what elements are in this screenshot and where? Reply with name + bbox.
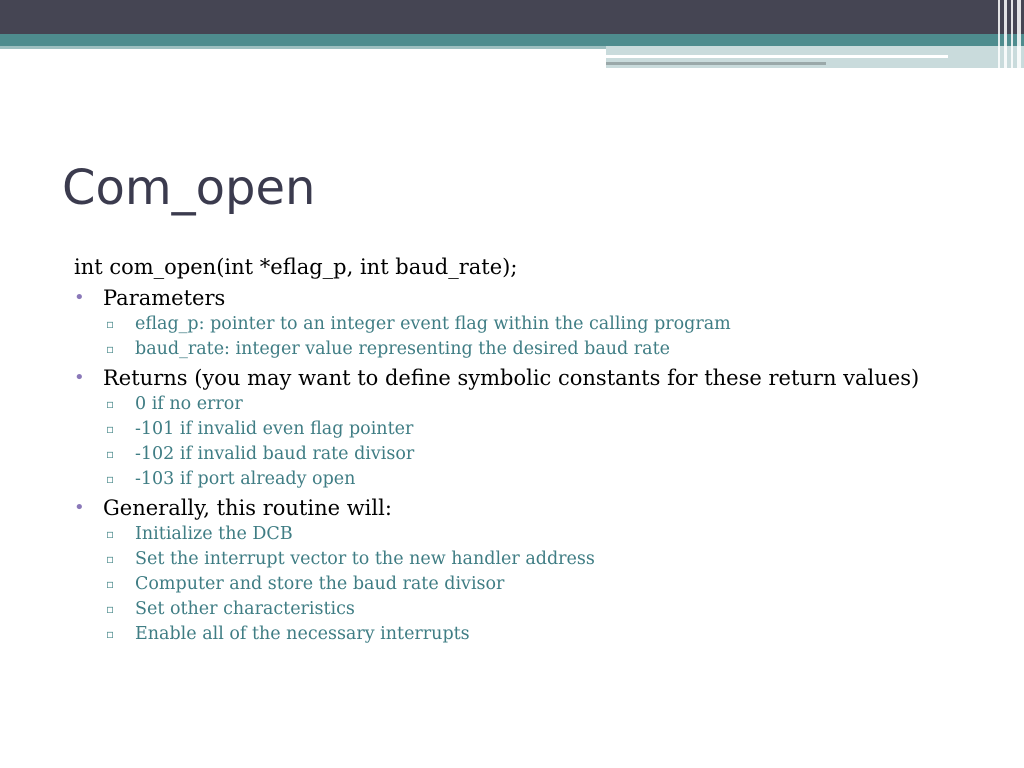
bullet-dot-icon: • — [74, 497, 85, 518]
square-bullet-icon: ▫ — [106, 422, 115, 436]
bullet-label: Returns (you may want to define symbolic constants for these return values) — [103, 366, 920, 390]
slide-title: Com_open — [62, 160, 316, 216]
square-bullet-icon: ▫ — [106, 447, 115, 461]
header-grey-line — [606, 62, 826, 65]
square-bullet-icon: ▫ — [106, 342, 115, 356]
sub-bullet-text: -102 if invalid baud rate divisor — [135, 444, 415, 464]
sub-bullet-text: Set other characteristics — [135, 599, 355, 619]
header-white-line — [606, 55, 948, 58]
sub-bullet — [74, 622, 954, 647]
sub-bullet-text: Set the interrupt vector to the new handler address — [135, 549, 595, 569]
sub-bullet-text: baud_rate: integer value representing the desired baud rate — [135, 339, 670, 359]
sub-bullet-text: eflag_p: pointer to an integer event flag within the calling program — [135, 314, 731, 334]
sub-bullet-text: -101 if invalid even flag pointer — [135, 419, 414, 439]
sub-bullet — [74, 572, 954, 597]
bullet-label: Generally, this routine will: — [103, 496, 392, 520]
sub-bullet — [74, 312, 954, 337]
square-bullet-icon: ▫ — [106, 397, 115, 411]
sub-bullet — [74, 547, 954, 572]
square-bullet-icon: ▫ — [106, 317, 115, 331]
square-bullet-icon: ▫ — [106, 627, 115, 641]
sub-bullet — [74, 337, 954, 362]
bullet-returns — [74, 366, 954, 390]
header-right-stripes — [994, 0, 1024, 68]
bullet-parameters — [74, 286, 954, 310]
sub-bullet-text: Enable all of the necessary interrupts — [135, 624, 470, 644]
sub-bullet — [74, 417, 954, 442]
square-bullet-icon: ▫ — [106, 602, 115, 616]
sub-bullet — [74, 467, 954, 492]
function-signature: int com_open(int *eflag_p, int baud_rate); — [74, 255, 518, 279]
sub-bullet-text: Initialize the DCB — [135, 524, 293, 544]
square-bullet-icon: ▫ — [106, 472, 115, 486]
sub-bullet-text: -103 if port already open — [135, 469, 356, 489]
header-light-stripe — [0, 46, 606, 49]
sub-bullet-text: Computer and store the baud rate divisor — [135, 574, 505, 594]
sub-bullet — [74, 442, 954, 467]
square-bullet-icon: ▫ — [106, 527, 115, 541]
header-teal-bar — [0, 34, 1024, 46]
square-bullet-icon: ▫ — [106, 552, 115, 566]
sub-bullet-text: 0 if no error — [135, 394, 243, 414]
header-dark-bar — [0, 0, 1024, 34]
sub-bullet — [74, 522, 954, 547]
slide-body — [74, 252, 954, 647]
sub-bullet — [74, 597, 954, 622]
sub-bullet — [74, 392, 954, 417]
bullet-dot-icon: • — [74, 287, 85, 308]
bullet-generally — [74, 496, 954, 520]
bullet-dot-icon: • — [74, 367, 85, 388]
bullet-label: Parameters — [103, 286, 226, 310]
square-bullet-icon: ▫ — [106, 577, 115, 591]
